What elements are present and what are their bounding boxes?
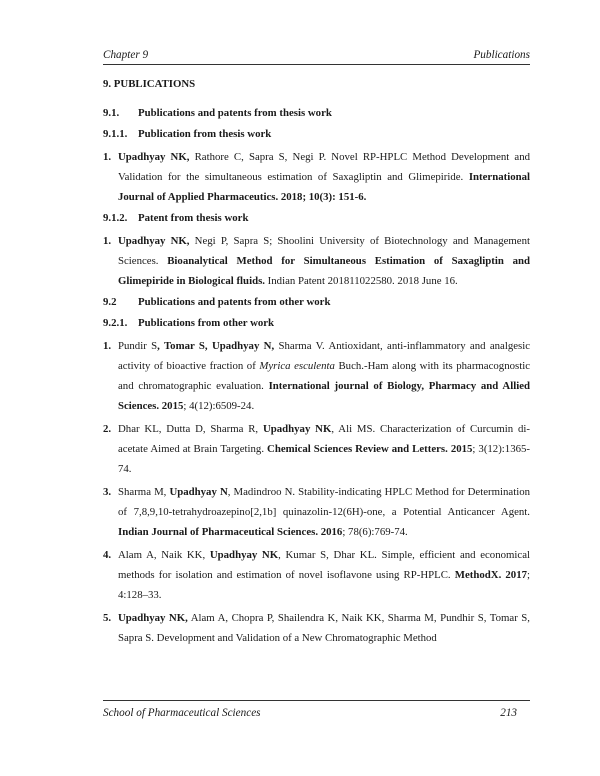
page-header [103, 49, 530, 63]
author-highlight: Upadhyay N, [211, 340, 275, 352]
entry-body: Sharma V. Antioxidant, anti-inflammatory and analgesic activity of bioactive fraction of [118, 340, 531, 372]
entry-text [118, 336, 530, 416]
entry-number: 1. [103, 151, 112, 163]
journal-citation: Chemical Sciences Review and Letters. 2015 [267, 443, 473, 455]
author-highlight: Upadhyay NK, [118, 612, 188, 624]
page-footer [103, 707, 530, 721]
section-number: 9.1.1. [103, 128, 128, 140]
entry-body: Rathore C, Sapra S, Negi P. Novel RP-HPLC Method Development and Validation for the simultaneous estimation of Saxagliptin and Glimepiride. [118, 151, 531, 183]
entry-body: Alam A, Chopra P, Shailendra K, Naik KK, Sharma M, Pundhir S, Tomar S, Sapra S. Development and Validation of a New Chromatographic Method [118, 612, 530, 644]
publication-entry [103, 419, 530, 479]
entry-text [118, 231, 530, 291]
entry-body: Buch.-Ham along with its pharmacognostic and chromatographic evaluation. [118, 360, 530, 392]
entry-number: 3. [103, 486, 112, 498]
volume-pages: ; 4:128–33. [118, 569, 530, 601]
footer-school: School of Pharmaceutical Sciences [103, 707, 261, 719]
volume-pages: ; 78(6):769-74. [342, 526, 408, 538]
section-label: Publication from thesis work [138, 128, 272, 140]
entry-body: , Ali MS. Characterization of Curcumin di-acetate Aimed at Brain Targeting. [118, 423, 530, 455]
volume-pages: ; 3(12):1365-74. [118, 443, 530, 475]
entry-number: 1. [103, 235, 112, 247]
footer-rule [103, 700, 530, 701]
entry-body: Pundir S [118, 340, 158, 352]
publication-entry [103, 482, 530, 542]
entry-body: Negi P, Sapra S; Shoolini University of Biotechnology and Management Sciences. [118, 235, 531, 267]
section-label: Publications and patents from thesis work [138, 107, 332, 119]
entry-number: 1. [103, 340, 112, 352]
journal-citation: Indian Journal of Pharmaceutical Sciences. 2016 [118, 526, 343, 538]
section-9-1-2 [103, 210, 530, 226]
entry-text [118, 545, 530, 605]
section-number: 9.1.2. [103, 212, 128, 224]
entry-text [118, 482, 530, 542]
entry-number: 2. [103, 423, 112, 435]
journal-citation: MethodX. 2017 [454, 569, 527, 581]
entry-number: 5. [103, 612, 112, 624]
publication-entry [103, 336, 530, 416]
main-content [103, 76, 530, 651]
header-section: Publications [473, 49, 530, 61]
entry-body: Alam A, Naik KK, [118, 549, 210, 561]
section-number: 9.2 [103, 296, 117, 308]
entry-text [118, 419, 530, 479]
species-name: Myrica esculenta [259, 360, 335, 372]
volume-pages: ; 4(12):6509-24. [183, 400, 255, 412]
author-mark: , Tomar S, [157, 340, 212, 352]
entry-body: , Madindroo N. Stability-indicating HPLC Method for Determination of 7,8,9,10-tetrahydroazepino[2,1b] quinazolin-12(6H)-one, a Potential Anticancer Agent. [118, 486, 531, 518]
section-label: Patent from thesis work [138, 212, 249, 224]
patent-entry [103, 231, 530, 291]
author-highlight: Upadhyay NK, [118, 151, 190, 163]
entry-body: , Kumar S, Dhar KL. Simple, efficient and economical methods for isolation and estimation of novel isoflavone using RP-HPLC. [118, 549, 530, 581]
header-rule [103, 64, 530, 65]
patent-title: Bioanalytical Method for Simultaneous Estimation of Saxagliptin and Glimepiride in Biological fluids. [118, 255, 530, 287]
section-number: 9.1. [103, 107, 120, 119]
publication-entry [103, 545, 530, 605]
section-label: Publications and patents from other work [138, 296, 331, 308]
author-highlight: Upadhyay NK [262, 423, 332, 435]
section-label: Publications from other work [138, 317, 275, 329]
entry-body: Sharma M, [118, 486, 170, 498]
author-highlight: Upadhyay NK [209, 549, 279, 561]
patent-number: Indian Patent 201811022580. 2018 June 16. [264, 275, 458, 287]
section-number: 9.2.1. [103, 317, 128, 329]
page-number: 213 [500, 707, 517, 719]
section-9-2-1 [103, 315, 530, 331]
author-highlight: Upadhyay NK, [118, 235, 190, 247]
journal-citation: International Journal of Applied Pharmaceutics. 2018; 10(3): 151-6. [118, 171, 530, 203]
section-9-1-1 [103, 126, 530, 142]
author-highlight: Upadhyay N [169, 486, 228, 498]
header-chapter: Chapter 9 [103, 49, 149, 61]
entry-text [118, 608, 530, 648]
section-9-2 [103, 294, 530, 310]
entry-text [118, 147, 530, 207]
entry-body: Dhar KL, Dutta D, Sharma R, [118, 423, 263, 435]
section-9-1 [103, 105, 530, 121]
page-title: 9. PUBLICATIONS [103, 78, 196, 90]
publication-entry [103, 608, 530, 648]
journal-citation: International journal of Biology, Pharmacy and Allied Sciences. 2015 [118, 380, 530, 412]
entry-number: 4. [103, 549, 112, 561]
publication-entry [103, 147, 530, 207]
